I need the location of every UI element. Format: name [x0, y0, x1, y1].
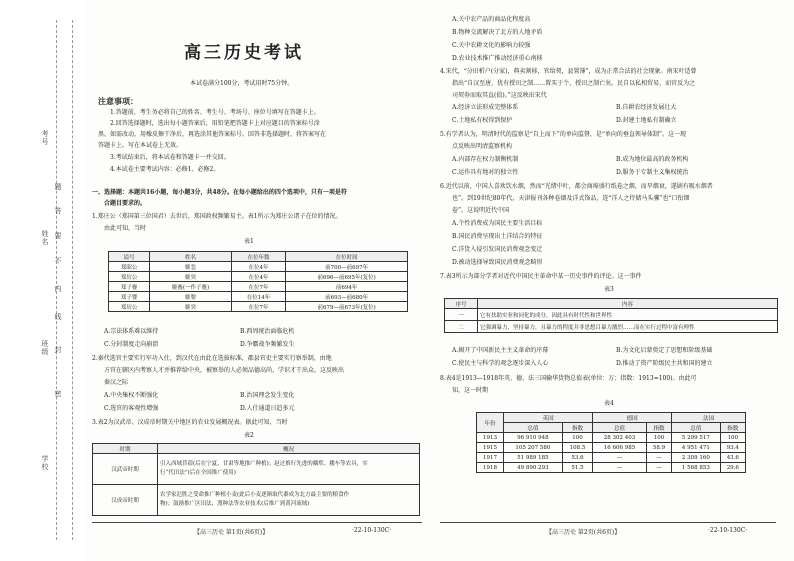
footer-page-label: 【高三历史 第2页(共6页)】: [546, 529, 621, 536]
table-cell: 28 302 403: [593, 433, 647, 443]
table-1: [108, 251, 408, 312]
table-cell: 汉武帝时期: [93, 454, 158, 485]
cell-line: 行“代田法”(后在全国推广使用): [160, 470, 236, 476]
cell-line: 农学家氾胜之受命推广种植小麦(此后小麦逐渐取代黍成为北方最主要的粮食作: [160, 492, 350, 498]
seal-char: 线: [54, 313, 62, 321]
exam-title: 高三历史考试: [184, 43, 304, 63]
table-row: [445, 321, 778, 333]
exam-info: 本试卷满分100分，考试用时75分钟。: [190, 80, 294, 87]
table-cell: 29.6: [720, 463, 745, 473]
q2-text: 2.秦代选官主要实行军功入仕，到汉代在由此在选拔标准，郡县官吏主要实行察举制，由地: [92, 355, 332, 362]
table-4-caption: 表4: [604, 400, 614, 407]
table-cell: 前679—前673年(复位): [286, 302, 408, 312]
table-cell: 前694年: [286, 282, 408, 292]
footer-code: ·22-10-130C·: [708, 527, 748, 534]
q1-option-c: C.分封制度走向崩溃: [104, 341, 159, 348]
table-subheader: 指数: [646, 423, 671, 433]
table-1-caption: 表1: [244, 238, 254, 245]
table-cell: 前693—前680年: [286, 292, 408, 302]
table-cell: 郑厉公: [109, 272, 150, 282]
table-cell: 前696—前695年(复位): [286, 272, 408, 282]
binding-margin: [0, 0, 84, 561]
notice-title: 注意事项：: [98, 96, 138, 106]
table-cell: 100: [646, 433, 671, 443]
table-header: 德国: [593, 413, 672, 423]
table-row: [477, 443, 746, 453]
notice-2: 2.回答选择题时，选出每小题答案后，用铅笔把答题卡上对应题目的答案标号涂: [110, 120, 320, 127]
table-row: [109, 272, 408, 282]
q2-option-c: C.选官的客观性增强: [104, 405, 159, 412]
q6-text: 6.近代以前，中国人喜欢饮水烟，然而“光绪中叶，都会商埠盛行纸卷之烟，而旱烟衰，遂剧有吸水烟者: [440, 183, 713, 190]
table-cell: 它强调暴力，坚持暴力，且暴力的程度并非思想目暴力激烈……而在实行过程中富有理性: [478, 321, 778, 333]
table-subheader: 指数: [562, 423, 592, 433]
table-header: 姓名: [150, 252, 231, 262]
table-cell: 郑厉公: [109, 302, 150, 312]
table-row: [109, 262, 408, 272]
notice-1: 1.答题前，考生务必将自己的姓名、考生号、考场号、座位号填写在答题卡上。: [110, 109, 320, 116]
table-3: [444, 298, 778, 333]
q2-option-a: A.中央集权不断强化: [104, 392, 159, 399]
table-cell: 郑子亹: [109, 282, 150, 292]
table-cell: [158, 454, 420, 485]
table-row: [109, 292, 408, 302]
notice-2c: 答题卡上。写在本试卷上无效。: [98, 142, 183, 149]
cell-line: 引入西域苜蓿(后在宁夏、甘肃等地推广种植)；赵过推行先进的耦犁、耧车等农具，实: [160, 461, 368, 467]
table-cell: 51 989 185: [504, 453, 563, 463]
table-subheader: 总值: [672, 423, 720, 433]
seal-line-outer: [72, 20, 73, 540]
q4-option-b: B.自耕农经济发展壮大: [616, 104, 677, 111]
table-header: 时期: [93, 444, 158, 454]
seal-char: 答: [54, 207, 62, 215]
table-cell: —: [593, 463, 647, 473]
table-cell: 前700—前697年: [286, 262, 408, 272]
q2-text-3: 秦汉之际: [104, 379, 129, 386]
footer-page-label: 【高三历史 第1页(共6页)】: [194, 529, 269, 536]
page-1: [84, 0, 432, 561]
seal-char: 题: [54, 183, 62, 191]
footer-rule: [92, 522, 422, 523]
table-cell: 1 568 853: [672, 463, 720, 473]
table-cell: —: [646, 453, 671, 463]
table-cell: 在位7年: [231, 302, 286, 312]
q6-text-3: 卷”。这说明近代中国: [452, 207, 510, 214]
table-row: [109, 302, 408, 312]
q5-option-c: C.运作具有地对的独立性: [452, 169, 519, 176]
q3-option-d: D.农业技术推广推动经济重心南移: [452, 55, 543, 62]
label-school: 学校: [41, 455, 49, 471]
seal-char: 内: [54, 285, 62, 293]
table-header: 谥号: [109, 252, 150, 262]
table-cell: 108.5: [562, 443, 592, 453]
table-cell: 93.4: [720, 443, 745, 453]
q4-text: 4.宋代，“分田析户(分家)，典卖割移，官给契，县置簿”，成为正常合法的社会现象。南宋叶适曾: [440, 68, 697, 75]
table-cell: 51.5: [562, 463, 592, 473]
q6-text-2: 也”。到19世纪80年代，天津报刊各种卷烟及洋式饰品，连“洋人之侍储马头骡”也“口衔细: [452, 195, 690, 202]
q8-text: 8.表4是1913—1918年英、德、法三国输华货物总值表(单位：万；指数：1913=100)。由此可: [440, 375, 697, 382]
table-header: 概况: [158, 444, 420, 454]
q1-option-d: D.争霸战争频繁发生: [240, 341, 295, 348]
q5-option-b: B.成为地位最高的政务机构: [616, 156, 689, 163]
table-cell: 姬婴: [150, 292, 231, 302]
table-cell: 58.9: [646, 443, 671, 453]
q5-option-a: A.内部存在权力制衡机制: [452, 156, 519, 163]
q4-option-c: C.土地私有权得到保护: [452, 117, 513, 124]
q6-option-b: B.国民消费呈现出土洋结合的特征: [452, 233, 543, 240]
seal-line: [56, 20, 57, 540]
page-2: [436, 0, 786, 561]
q3-option-b: B.物种交流解决了北方的人地矛盾: [452, 29, 543, 36]
table-cell: 53.6: [562, 453, 592, 463]
q1-text: 1.郑庄公（郑国第三位国君）去世后，郑国政权频繁易主。表1所示为郑庄公诸子在位的情况。: [92, 213, 342, 220]
table-cell: 郑昭公: [109, 262, 150, 272]
table-cell: 2 309 160: [672, 453, 720, 463]
table-cell: 二: [445, 321, 478, 333]
table-cell: 在位4年: [231, 262, 286, 272]
seal-char: 不: [54, 257, 62, 265]
table-cell: 1917: [477, 453, 504, 463]
table-row: [477, 453, 746, 463]
q6-option-d: D.被动选择导致国民消费观念畸形: [452, 259, 543, 266]
notice-3: 3.考试结束后，将本试卷和答题卡一并交回。: [110, 154, 230, 161]
table-cell: 姬突: [150, 272, 231, 282]
label-examno: 考号: [41, 130, 49, 146]
table-header: 在位时间: [286, 252, 408, 262]
table-cell: 一: [445, 309, 478, 321]
q4-text-3: 司契券而取其直(值)。”这反映出宋代: [452, 92, 547, 99]
table-cell: 姬忽: [150, 262, 231, 272]
q5-option-d: D.服务于专制主义集权统治: [616, 169, 689, 176]
q7-option-a: A.揭开了中国新民主主义革命的序幕: [452, 347, 549, 354]
footer-rule: [440, 522, 776, 523]
table-row: [109, 282, 408, 292]
q7-option-c: C.使民主与科学的观念逐步深入人心: [452, 360, 549, 367]
section-1-heading: 一、选择题：本题共16小题，每小题3分，共48分。在每小题给出的四个选项中，只有一项是符: [92, 189, 347, 196]
table-4: [476, 412, 746, 473]
table-header: 在位年数: [231, 252, 286, 262]
q1-option-b: B.西周统治面临危机: [240, 328, 295, 335]
table-subheader: 指数: [720, 423, 745, 433]
table-cell: 49 890 293: [504, 463, 563, 473]
table-row: [93, 485, 420, 516]
q2-text-2: 方官在辖区内考察人才并推荐给中央，被察举的人必须品德高尚、学识才干出众。这反映出: [104, 367, 345, 374]
table-cell: —: [646, 463, 671, 473]
table-header: 内容: [478, 299, 778, 309]
table-cell: 16 606 985: [593, 443, 647, 453]
q6-option-c: C.洋货入侵引发国民消费观念变迁: [452, 246, 543, 253]
table-cell: 105 207 580: [504, 443, 563, 453]
q2-option-d: D.人仕通道日趋多元: [240, 405, 295, 412]
q3-option-a: A.关中农产品的商品化程度高: [452, 16, 531, 23]
table-cell: [158, 485, 420, 516]
q2-option-b: B.治国理念发生变化: [240, 392, 295, 399]
notice-2b: 黑。如需改动，用橡皮擦干净后，再选涂其他答案标号。回答非选择题时，将答案写在: [98, 131, 327, 138]
table-cell: 在位4年: [231, 272, 286, 282]
notice-4: 4.本试卷主要考试内容：必修1、必修2。: [110, 166, 220, 173]
label-class: 班级: [41, 340, 49, 356]
table-cell: 1918: [477, 463, 504, 473]
q7-option-b: B.为文化启蒙奠定了思想和阶级基础: [616, 347, 713, 354]
table-cell: 4 951 471: [672, 443, 720, 453]
table-row: [445, 309, 778, 321]
table-2: [92, 443, 420, 516]
q4-option-a: A.经济立法形成完整体系: [452, 104, 519, 111]
cell-line: 物)；鼓励推广区田法、溲种法等农业技术(后推广到黄河流域): [160, 501, 310, 507]
q3-text: 3.表2为汉武帝、汉成帝时期关中地区的农业发展概况表。据此可知，当时: [92, 419, 288, 426]
table-header: 年份: [477, 413, 504, 433]
q6-option-a: A.个性消费成为国民主要生活目标: [452, 220, 543, 227]
table-cell: 在位7年: [231, 282, 286, 292]
table-cell: 5 299 517: [672, 433, 720, 443]
table-3-caption: 表3: [604, 286, 614, 293]
table-cell: 它有扶助实业和同化的成分，因此具有时代性和世界性: [478, 309, 778, 321]
table-cell: 1915: [477, 443, 504, 453]
table-cell: 郑子婴: [109, 292, 150, 302]
footer-code: ·22-10-130C·: [352, 527, 392, 534]
q3-option-c: C.关中农耕文化的影响力较强: [452, 42, 531, 49]
q7-text: 7.表3所示为部分学者对近代中国民主革命中某一历史事件的评论。这一事件: [440, 273, 642, 280]
table-cell: 姬突: [150, 302, 231, 312]
section-1-heading-2: 合题目要求的。: [104, 200, 147, 207]
q5-text-2: 点反映出明清监察机构: [452, 143, 513, 150]
q7-option-d: D.推动了资产阶级民主共和国的建立: [616, 360, 713, 367]
q4-option-d: D.封建土地私有制确立: [616, 117, 677, 124]
table-cell: 100: [562, 433, 592, 443]
q1-text-2: 由此可知，当时: [104, 225, 147, 232]
q8-text-2: 知，这一时期: [452, 387, 489, 394]
seal-char: 要: [54, 232, 62, 240]
q1-option-a: A.宗法体系难以维持: [104, 328, 159, 335]
table-row: [477, 463, 746, 473]
table-cell: 96 910 948: [504, 433, 563, 443]
table-subheader: 总值: [593, 423, 647, 433]
table-cell: 姬亹(一作子亹): [150, 282, 231, 292]
table-2-caption: 表2: [244, 432, 254, 439]
table-header: 序号: [445, 299, 478, 309]
seal-char: 封: [54, 346, 62, 354]
table-cell: 100: [720, 433, 745, 443]
table-header: 英国: [504, 413, 593, 423]
seal-char: 密: [54, 390, 62, 398]
table-cell: 43.6: [720, 453, 745, 463]
table-cell: 在位14年: [231, 292, 286, 302]
table-header: 法国: [672, 413, 746, 423]
table-subheader: 总值: [504, 423, 563, 433]
label-name: 姓名: [41, 230, 49, 246]
table-cell: —: [593, 453, 647, 463]
table-row: [93, 454, 420, 485]
q4-text-2: 指出“自汉至唐，犹有授田之制……置买于个，授田之制亡矣。民自以私相贸易，而官反为之: [452, 80, 696, 87]
table-cell: 1913: [477, 433, 504, 443]
table-cell: 汉成帝时期: [93, 485, 158, 516]
table-row: [477, 433, 746, 443]
q5-text: 5.有学者认为，明清时代的监察是“自上而下”的单向监督，是“单向的垂直领导体制”。这一现: [440, 131, 686, 138]
